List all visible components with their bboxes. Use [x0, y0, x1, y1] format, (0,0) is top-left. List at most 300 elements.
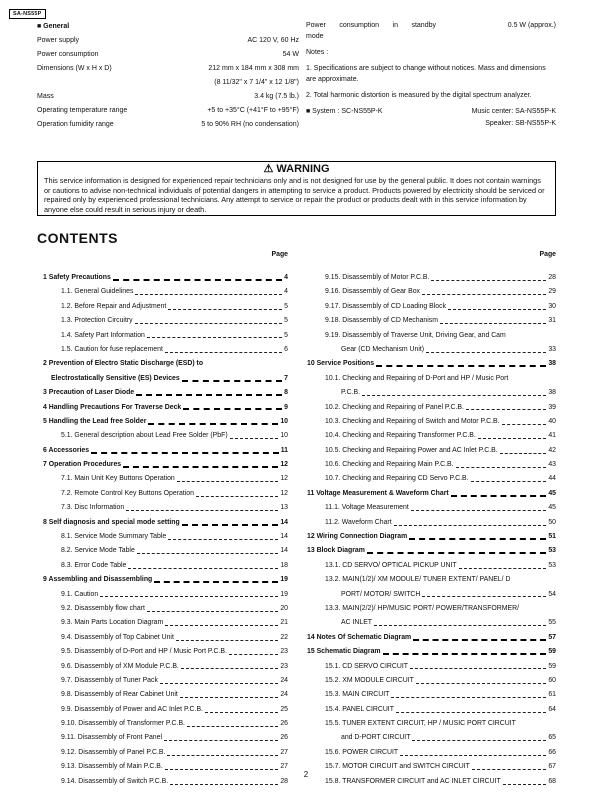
toc-entry-title: 9.10. Disassembly of Transformer P.C.B.: [61, 720, 185, 728]
toc-entry-title: 8 Self diagnosis and special mode setting: [43, 518, 180, 526]
toc-entry[interactable]: [43, 544, 288, 558]
toc-left-column: [43, 249, 288, 789]
toc-right-column: [307, 249, 556, 789]
dot-leader: [135, 323, 283, 324]
toc-entry[interactable]: [307, 573, 556, 587]
spec-row: [37, 118, 299, 132]
toc-entry[interactable]: [43, 472, 288, 486]
toc-entry[interactable]: [43, 516, 288, 530]
toc-entry[interactable]: [43, 285, 288, 299]
toc-entry-page: 27: [280, 763, 288, 771]
toc-entry-page: 14: [280, 518, 288, 526]
dot-leader: [394, 525, 547, 526]
toc-entry-title: 15 Schematic Diagram: [307, 648, 381, 656]
dot-leader: [148, 423, 278, 425]
dot-leader: [426, 352, 546, 353]
toc-entry-page: 21: [280, 619, 288, 627]
toc-entry-title: Gear (CD Mechanism Unit): [341, 345, 425, 353]
dot-leader: [196, 496, 278, 497]
toc-entry[interactable]: [307, 472, 556, 486]
toc-entry-page: 11: [280, 446, 288, 454]
dot-leader: [123, 466, 278, 468]
dot-leader: [182, 380, 282, 382]
toc-entry[interactable]: [307, 602, 556, 616]
toc-entry[interactable]: [43, 401, 288, 415]
toc-entry-title: 4 Handling Precautions For Traverse Deck: [43, 403, 182, 411]
toc-entry-page: 19: [280, 576, 288, 584]
toc-entry-page: 12: [280, 475, 288, 483]
toc-entry-title: 12 Wiring Connection Diagram: [307, 533, 408, 541]
toc-entry-page: 53: [548, 561, 556, 569]
toc-entry-title: 15.1. CD SERVO CIRCUIT: [325, 662, 408, 670]
dot-leader: [456, 467, 547, 468]
toc-entry-page: 26: [280, 720, 288, 728]
toc-entry-title: 7.1. Main Unit Key Buttons Operation: [61, 475, 175, 483]
dot-leader: [431, 280, 546, 281]
toc-entry[interactable]: [43, 732, 288, 746]
dot-leader: [367, 552, 546, 554]
toc-entry[interactable]: [43, 660, 288, 674]
toc-entry[interactable]: [43, 415, 288, 429]
spec-row: [37, 34, 299, 48]
toc-entry-page: 22: [280, 633, 288, 641]
toc-entry-title: 9.8. Disassembly of Rear Cabinet Unit: [61, 691, 178, 699]
toc-entry-title: 9.11. Disassembly of Front Panel: [61, 734, 162, 742]
page-column-header: Page: [539, 251, 556, 258]
warning-box: [37, 161, 556, 216]
toc-entry-page: 60: [548, 676, 556, 684]
dot-leader: [100, 596, 278, 597]
dot-leader: [183, 408, 282, 410]
dot-leader: [396, 712, 546, 713]
toc-entry[interactable]: [307, 717, 556, 731]
dot-leader: [459, 568, 547, 569]
toc-entry[interactable]: [43, 573, 288, 587]
toc-entry-page: 4: [284, 273, 288, 281]
toc-entry-page: 39: [548, 403, 556, 411]
toc-entry-title: 15.8. TRANSFORMER CIRCUIT and AC INLET CIRCUIT: [325, 777, 501, 785]
toc-entry[interactable]: [43, 314, 288, 328]
toc-entry[interactable]: [43, 602, 288, 616]
toc-entry-title: 8.2. Service Mode Table: [61, 547, 135, 555]
speaker-label: Speaker: SB-NS55P-K: [485, 120, 556, 127]
toc-entry[interactable]: [43, 674, 288, 688]
toc-entry-title: 15.2. XM MODULE CIRCUIT: [325, 676, 414, 684]
toc-entry-title: 9.4. Disassembly of Top Cabinet Unit: [61, 633, 174, 641]
toc-entry[interactable]: [43, 559, 288, 573]
dot-leader: [177, 481, 279, 482]
page-number: 2: [303, 770, 309, 779]
toc-entry[interactable]: [43, 717, 288, 731]
dot-leader: [409, 538, 546, 540]
dot-leader: [413, 639, 546, 641]
toc-entry[interactable]: [43, 501, 288, 515]
toc-entry[interactable]: [307, 329, 556, 343]
toc-entry-page: 14: [280, 533, 288, 541]
toc-entry-page: 67: [548, 763, 556, 771]
toc-entry[interactable]: [307, 616, 556, 630]
toc-entry-title: 1.1. General Guidelines: [61, 288, 134, 296]
spec-key: Power consumption: [37, 51, 99, 58]
toc-entry-page: 30: [548, 302, 556, 310]
toc-entry-title: 9.17. Disassembly of CD Loading Block: [325, 302, 447, 310]
spec-key: Operation fumidity range: [37, 121, 114, 128]
toc-entry-page: 64: [548, 705, 556, 713]
dot-leader: [411, 510, 547, 511]
toc-entry-page: 19: [280, 590, 288, 598]
toc-entry[interactable]: [307, 415, 556, 429]
dot-leader: [147, 337, 282, 338]
spec-key: Dimensions (W x H x D): [37, 65, 112, 72]
toc-entry-title: 9.15. Disassembly of Motor P.C.B.: [325, 273, 430, 281]
toc-entry-title: 10.4. Checking and Repairing Transformer P.C.B.: [325, 432, 476, 440]
dot-leader: [165, 625, 278, 626]
toc-entry[interactable]: [307, 372, 556, 386]
toc-entry[interactable]: [43, 588, 288, 602]
speaker-row: [306, 118, 556, 130]
toc-entry-title: 11.1. Voltage Measurement: [325, 504, 409, 512]
dot-leader: [136, 394, 282, 396]
dot-leader: [137, 553, 279, 554]
toc-entry-title: 9.3. Main Parts Location Diagram: [61, 619, 164, 627]
spec-value: 5 to 90% RH (no condensation): [201, 121, 299, 128]
toc-entry[interactable]: [307, 487, 556, 501]
toc-entry-title: AC INLET: [341, 619, 373, 627]
toc-entry-page: 65: [548, 734, 556, 742]
dot-leader: [205, 712, 278, 713]
toc-entry-page: 12: [280, 461, 288, 469]
toc-entry-title: 10.5. Checking and Repairing Power and AC Inlet P.C.B.: [325, 446, 498, 454]
dot-leader: [229, 654, 278, 655]
dot-leader: [503, 784, 547, 785]
toc-entry-title: and D-PORT CIRCUIT: [341, 734, 411, 742]
standby-row: [306, 20, 556, 31]
note-1: 1. Specifications are subject to change without notices. Mass and dimensions are approximate.: [306, 65, 546, 83]
dot-leader: [147, 611, 278, 612]
toc-entry[interactable]: [43, 357, 288, 371]
toc-entry[interactable]: [307, 300, 556, 314]
toc-entry-title: 9.5. Disassembly of D-Port and HP / Music Port P.C.B.: [61, 648, 227, 656]
toc-entry-title: 9.9. Disassembly of Power and AC Inlet P.C.B.: [61, 705, 203, 713]
dot-leader: [187, 726, 278, 727]
toc-entry-page: 13: [280, 504, 288, 512]
toc-entry[interactable]: [307, 559, 556, 573]
toc-entry-title: 1 Safety Precautions: [43, 273, 111, 281]
spec-row: [37, 62, 299, 76]
toc-entry-title: 7.2. Remote Control Key Buttons Operation: [61, 489, 194, 497]
toc-entry-page: 9: [284, 403, 288, 411]
toc-entry-page: 18: [280, 561, 288, 569]
toc-entry-title: 3 Precaution of Laser Diode: [43, 389, 135, 397]
toc-entry[interactable]: [43, 616, 288, 630]
toc-entry-page: 53: [548, 547, 556, 555]
dot-leader: [160, 683, 278, 684]
toc-entry-page: 24: [280, 691, 288, 699]
dot-leader: [91, 452, 279, 454]
toc-entry-title: 9.1. Caution: [61, 590, 99, 598]
dot-leader: [391, 697, 546, 698]
toc-entry[interactable]: [43, 444, 288, 458]
dot-leader: [451, 495, 547, 497]
dot-leader: [422, 294, 546, 295]
toc-entry-page: 29: [548, 288, 556, 296]
page-column-header: Page: [271, 251, 288, 258]
standby-value: 0.5 W (approx.): [507, 22, 556, 29]
toc-entry-page: 50: [548, 518, 556, 526]
dot-leader: [471, 481, 547, 482]
toc-entry[interactable]: [43, 372, 288, 386]
toc-entry-page: 26: [280, 734, 288, 742]
toc-entry[interactable]: [307, 285, 556, 299]
toc-entry-title: 14 Notes Of Schematic Diagram: [307, 633, 412, 641]
spec-row: [37, 104, 299, 118]
dot-leader: [416, 683, 547, 684]
toc-entry[interactable]: [307, 674, 556, 688]
toc-entry-page: 66: [548, 748, 556, 756]
toc-entry-page: 7: [284, 374, 288, 382]
standby-label: Power consumption in standby: [306, 22, 436, 29]
toc-entry-title: 9.6. Disassembly of XM Module P.C.B.: [61, 662, 179, 670]
toc-entry-title: 10.1. Checking and Repairing of D-Port and HP / Music Port: [325, 374, 509, 382]
toc-entry-title: PORT/ MOTOR/ SWITCH: [341, 590, 421, 598]
toc-entry-page: 25: [280, 705, 288, 713]
toc-entry-page: 54: [548, 590, 556, 598]
dot-leader: [167, 755, 278, 756]
dot-leader: [176, 640, 278, 641]
dot-leader: [154, 581, 278, 583]
toc-entry[interactable]: [43, 300, 288, 314]
toc-entry[interactable]: [43, 645, 288, 659]
toc-entry[interactable]: [307, 588, 556, 602]
toc-entry[interactable]: [307, 444, 556, 458]
dot-leader: [448, 309, 546, 310]
dot-leader: [182, 524, 279, 526]
toc-entry-page: 51: [548, 533, 556, 541]
warning-text: This service information is designed for experienced repair technicians only and is not designed for use by the general public. It does not contain warnings or cautions to advise non-technical individuals of potential dangers in attempting to service a product. Products powered by electricity should be serviced or repaired only by experienced professional technicians. Any attempt to service or repair the product or products dealt with in this service information by anyone else could result in serious injury or death.: [44, 176, 545, 214]
spec-value: 54 W: [282, 51, 299, 58]
toc-entry[interactable]: [307, 660, 556, 674]
dot-leader: [422, 596, 546, 597]
toc-entry-title: 15.5. TUNER EXTENT CIRCUIT, HP / MUSIC PORT CIRCUIT: [325, 720, 516, 728]
toc-entry-title: 7.3. Disc Information: [61, 504, 125, 512]
toc-entry-title: 9.7. Disassembly of Tuner Pack: [61, 676, 158, 684]
spec-value: 3.4 kg (7.5 lb.): [254, 93, 299, 100]
toc-entry-title: 6 Accessories: [43, 446, 90, 454]
toc-entry-page: 23: [280, 662, 288, 670]
toc-entry-page: 38: [548, 389, 556, 397]
toc-entry-page: 45: [548, 489, 556, 497]
toc-entry-page: 61: [548, 691, 556, 699]
toc-entry-page: 59: [548, 662, 556, 670]
toc-entry-title: 8.1. Service Mode Summary Table: [61, 533, 167, 541]
toc-entry-page: 38: [548, 360, 556, 368]
dot-leader: [135, 294, 282, 295]
toc-entry[interactable]: [43, 530, 288, 544]
toc-entry-title: 9.16. Disassembly of Gear Box: [325, 288, 420, 296]
toc-entry[interactable]: [307, 516, 556, 530]
dot-leader: [362, 395, 546, 396]
toc-entry-page: 10: [280, 432, 288, 440]
toc-entry-title: 9.18. Disassembly of CD Mechanism: [325, 317, 438, 325]
toc-entry-page: 55: [548, 619, 556, 627]
toc-entry[interactable]: [43, 688, 288, 702]
toc-entry-page: 14: [280, 547, 288, 555]
toc-entry[interactable]: [307, 271, 556, 285]
spec-row: [37, 90, 299, 104]
toc-entry-page: 10: [280, 417, 288, 425]
toc-entry[interactable]: [307, 401, 556, 415]
toc-entry-page: 28: [280, 777, 288, 785]
toc-entry-page: 28: [548, 273, 556, 281]
toc-entry-page: 5: [284, 317, 288, 325]
toc-entry[interactable]: [307, 544, 556, 558]
dot-leader: [181, 668, 279, 669]
spec-key: Operating temperature range: [37, 107, 128, 114]
toc-entry-page: 45: [548, 504, 556, 512]
toc-entry-page: 57: [548, 633, 556, 641]
system-row: [306, 106, 556, 118]
system-label: ■ System : SC-NS55P-K: [306, 108, 383, 115]
toc-entry-title: 11.2. Waveform Chart: [325, 518, 392, 526]
toc-entry-title: 1.5. Caution for fuse replacement: [61, 345, 163, 353]
music-center-label: Music center: SA-NS55P-K: [471, 108, 556, 115]
toc-entry-title: 9.19. Disassembly of Traverse Unit, Driving Gear, and Cam: [325, 331, 506, 339]
toc-entry-title: 10.6. Checking and Repairing Main P.C.B.: [325, 461, 454, 469]
toc-entry[interactable]: [307, 343, 556, 357]
dot-leader: [168, 309, 282, 310]
toc-entry-title: 15.4. PANEL CIRCUIT: [325, 705, 394, 713]
toc-entry-page: 8: [284, 389, 288, 397]
toc-entry[interactable]: [307, 501, 556, 515]
spec-row: [37, 76, 299, 90]
model-tag: SA-NS55P: [9, 9, 46, 19]
toc-entry-page: 4: [284, 288, 288, 296]
toc-entry[interactable]: [307, 732, 556, 746]
toc-entry[interactable]: [43, 746, 288, 760]
toc-entry-page: 43: [548, 461, 556, 469]
toc-entry-title: 5.1. General description about Lead Free Solder (PbF): [61, 432, 228, 440]
toc-entry-title: 9 Assembling and Disassembling: [43, 576, 153, 584]
toc-entry[interactable]: [43, 458, 288, 472]
toc-entry[interactable]: [43, 386, 288, 400]
toc-entry-title: 9.2. Disassembly flow chart: [61, 604, 145, 612]
toc-entry-page: 31: [548, 317, 556, 325]
toc-entry-page: 41: [548, 432, 556, 440]
dot-leader: [180, 697, 279, 698]
toc-entry[interactable]: [307, 458, 556, 472]
toc-entry[interactable]: [43, 703, 288, 717]
dot-leader: [400, 755, 546, 756]
toc-entry-page: 5: [284, 331, 288, 339]
toc-entry-title: 2 Prevention of Electro Static Discharge (ESD) to: [43, 360, 204, 368]
toc-entry[interactable]: [43, 271, 288, 285]
spec-row: [37, 48, 299, 62]
toc-entry-page: 23: [280, 648, 288, 656]
toc-entry-page: 59: [548, 648, 556, 656]
dot-leader: [113, 279, 282, 281]
dot-leader: [383, 653, 547, 655]
dot-leader: [500, 453, 547, 454]
toc-entry-title: 10.3. Checking and Repairing of Switch and Motor P.C.B.: [325, 417, 500, 425]
spec-heading: ■ General: [37, 23, 70, 30]
toc-entry-title: 9.13. Disassembly of Main P.C.B.: [61, 763, 163, 771]
toc-entry-title: 10.7. Checking and Repairing CD Servo P.C.B.: [325, 475, 469, 483]
dot-leader: [128, 568, 278, 569]
toc-entry[interactable]: [307, 688, 556, 702]
toc-entry-title: 9.12. Disassembly of Panel P.C.B.: [61, 748, 166, 756]
toc-entry-page: 33: [548, 345, 556, 353]
toc-entry-title: 9.14. Disassembly of Switch P.C.B.: [61, 777, 169, 785]
spec-value: 212 mm x 184 mm x 308 mm: [208, 65, 299, 72]
toc-entry[interactable]: [43, 429, 288, 443]
toc-entry-title: 7 Operation Procedures: [43, 461, 122, 469]
contents-title: CONTENTS: [37, 230, 118, 246]
dot-leader: [376, 365, 546, 367]
toc-entry-title: 13.1. CD SERVO/ OPTICAL PICKUP UNIT: [325, 561, 457, 569]
toc-entry[interactable]: [307, 530, 556, 544]
dot-leader: [410, 668, 546, 669]
toc-entry[interactable]: [43, 631, 288, 645]
additional-specifications: [306, 20, 556, 130]
toc-entry-page: 24: [280, 676, 288, 684]
toc-entry[interactable]: [307, 314, 556, 328]
toc-entry-title: 1.4. Safety Part Information: [61, 331, 145, 339]
toc-entry-title: 11 Voltage Measurement & Waveform Chart: [307, 489, 449, 497]
dot-leader: [230, 438, 279, 439]
toc-entry[interactable]: [43, 487, 288, 501]
toc-entry[interactable]: [43, 343, 288, 357]
dot-leader: [374, 625, 546, 626]
toc-entry[interactable]: [307, 703, 556, 717]
dot-leader: [412, 740, 546, 741]
dot-leader: [168, 539, 278, 540]
toc-entry-page: 20: [280, 604, 288, 612]
dot-leader: [478, 438, 547, 439]
toc-entry-title: 15.3. MAIN CIRCUIT: [325, 691, 390, 699]
toc-entry-page: 40: [548, 417, 556, 425]
notes-label: Notes :: [306, 49, 329, 56]
toc-entry-title: 15.6. POWER CIRCUIT: [325, 748, 399, 756]
toc-entry-page: 5: [284, 302, 288, 310]
toc-entry-title: 10.2. Checking and Repairing of Panel P.C.B.: [325, 403, 464, 411]
toc-entry-title: P.C.B.: [341, 389, 361, 397]
spec-key: Mass: [37, 93, 54, 100]
toc-entry-page: 27: [280, 748, 288, 756]
standby-label-cont: mode: [306, 33, 324, 40]
toc-entry-page: 6: [284, 345, 288, 353]
dot-leader: [170, 784, 278, 785]
toc-entry[interactable]: [307, 429, 556, 443]
toc-entry-title: 8.3. Error Code Table: [61, 561, 127, 569]
toc-entry[interactable]: [307, 746, 556, 760]
spec-value: +5 to +35°C (+41°F to +95°F): [207, 107, 299, 114]
toc-entry-title: 13.3. MAIN(2/2)/ HP/MUSIC PORT/ POWER/TRANSFORMER/: [325, 604, 519, 612]
dot-leader: [466, 409, 546, 410]
toc-entry[interactable]: [307, 357, 556, 371]
toc-entry-title: 1.2. Before Repair and Adjustment: [61, 302, 167, 310]
toc-entry[interactable]: [307, 645, 556, 659]
toc-entry[interactable]: [43, 329, 288, 343]
toc-entry[interactable]: [307, 631, 556, 645]
toc-entry-title: 15.7. MOTOR CIRCUIT and SWITCH CIRCUIT: [325, 763, 470, 771]
toc-entry-title: 10 Service Positions: [307, 360, 375, 368]
toc-entry-title: 13.2. MAIN(1/2)/ XM MODULE/ TUNER EXTENT/ PANEL/ D: [325, 576, 511, 584]
dot-leader: [502, 424, 547, 425]
dot-leader: [164, 740, 278, 741]
toc-entry[interactable]: [307, 386, 556, 400]
spec-value: AC 120 V, 60 Hz: [247, 37, 299, 44]
spec-key: Power supply: [37, 37, 80, 44]
